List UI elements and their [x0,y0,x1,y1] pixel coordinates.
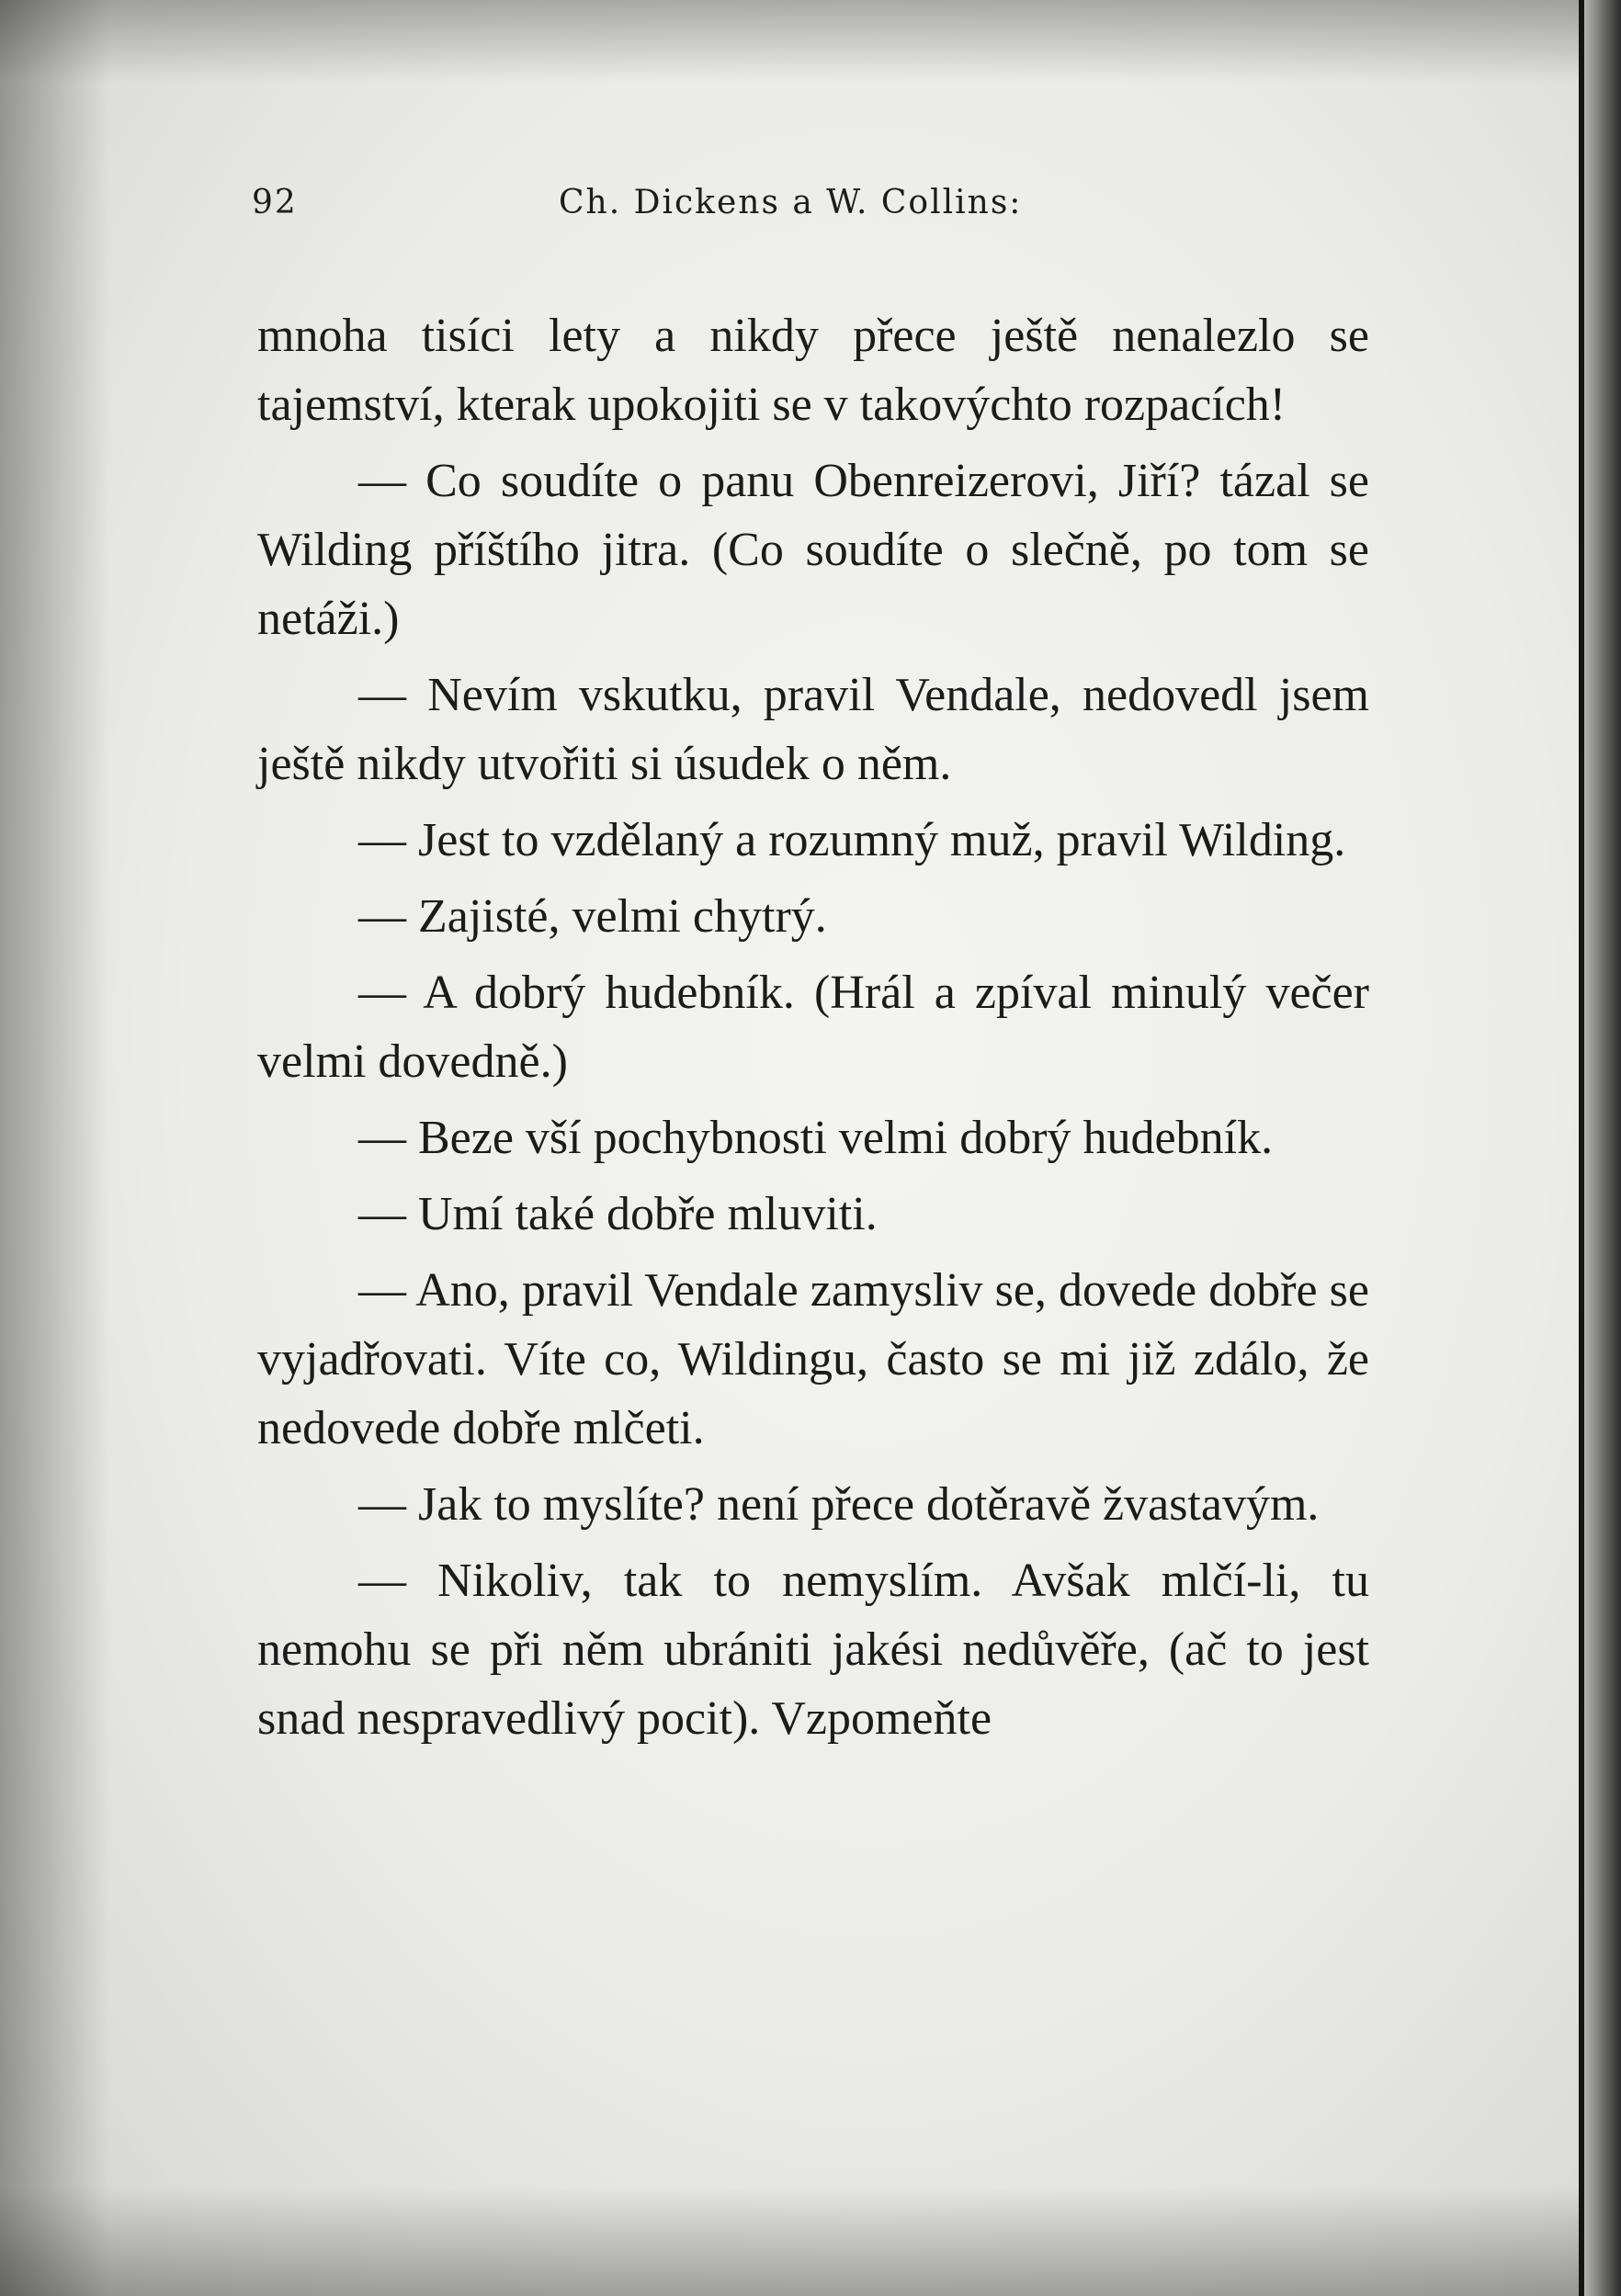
page-edge-line [1579,0,1584,2296]
paragraph: — Umí také dobře mluviti. [358,1188,878,1240]
paragraph: mnoha tisíci lety a nikdy přece ještě nenalezlo se tajemství, kterak upokojiti se v takovýchto rozpacích! [257,310,1369,431]
paragraph: — Jest to vzdělaný a rozumný muž, pravil Wilding. [358,814,1346,866]
page-number: 92 [252,184,298,221]
paragraph: — Jak to myslíte? není přece dotěravě žvastavým. [358,1478,1320,1531]
page-shadow-top [0,0,1579,83]
page-shadow-bottom [0,2186,1579,2296]
paragraph: — Nevím vskutku, pravil Vendale, nedovedl jsem ještě nikdy utvořiti si úsudek o něm. [257,669,1369,790]
running-head: Ch. Dickens a W. Collins: [559,184,1023,221]
book-binding-edge [1579,0,1621,2296]
page-header [252,184,1060,230]
paragraph: — Beze vší pochybnosti velmi dobrý hudebník. [358,1112,1274,1164]
body-text [257,301,1369,1753]
paragraph: — A dobrý hudebník. (Hrál a zpíval minulý večer velmi dovedně.) [257,967,1369,1088]
paragraph: — Co soudíte o panu Obenreizerovi, Jiří? tázal se Wilding příštího jitra. (Co soudíte o slečně, po tom se netáži.) [257,455,1369,645]
paragraph: — Nikoliv, tak to nemyslím. Avšak mlčí-li, tu nemohu se při něm ubrániti jakési nedůvěře, (ač to jest snad nespravedlivý pocit). Vzpomeňte [257,1555,1369,1745]
paragraph: — Ano, pravil Vendale zamysliv se, dovede dobře se vyjadřovati. Víte co, Wildingu, často se mi již zdálo, že nedovede dobře mlčeti. [257,1264,1369,1454]
paragraph: — Zajisté, velmi chytrý. [358,890,827,943]
page-shadow-left [0,0,110,2296]
